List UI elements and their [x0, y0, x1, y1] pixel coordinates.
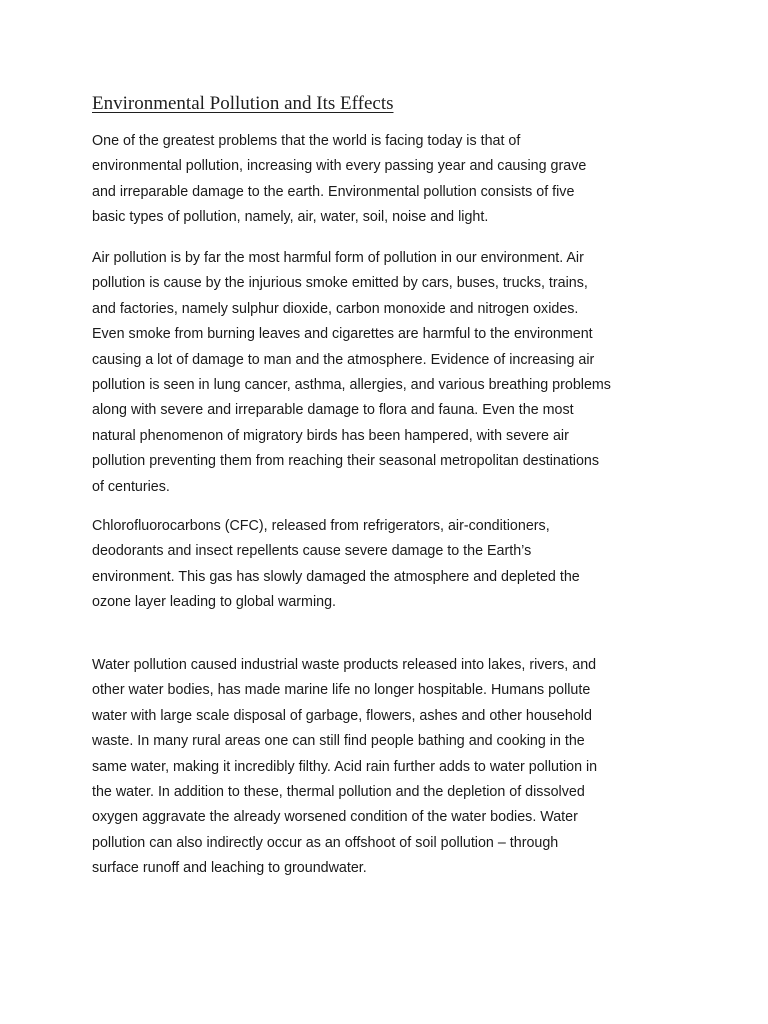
paragraph-introduction [92, 129, 586, 231]
paragraph-line: along with severe and irreparable damage to flora and fauna. Even the most [92, 402, 574, 419]
paragraph-line: ozone layer leading to global warming. [92, 594, 336, 611]
paragraph-line: oxygen aggravate the already worsened condition of the water bodies. Water [92, 809, 578, 826]
paragraph-line: Chlorofluorocarbons (CFC), released from refrigerators, air-conditioners, [92, 518, 550, 534]
paragraph-line: deodorants and insect repellents cause severe damage to the Earth’s [92, 543, 532, 560]
paragraph-line: Even smoke from burning leaves and cigarettes are harmful to the environment [92, 326, 593, 343]
paragraph-air-pollution [92, 246, 611, 500]
paragraph-line: water with large scale disposal of garbage, flowers, ashes and other household [92, 707, 592, 724]
paragraph-line: environmental pollution, increasing with every passing year and causing grave [92, 158, 587, 175]
paragraph-line: environment. This gas has slowly damaged the atmosphere and depleted the [92, 568, 580, 585]
paragraph-water-pollution [92, 653, 597, 882]
paragraph-line: and irreparable damage to the earth. Environmental pollution consists of five [92, 183, 575, 200]
paragraph-line: Water pollution caused industrial waste products released into lakes, rivers, and [92, 657, 597, 673]
paragraph-line: pollution is seen in lung cancer, asthma, allergies, and various breathing problems [92, 377, 611, 394]
paragraph-line: of centuries. [92, 478, 170, 495]
paragraph-line: surface runoff and leaching to groundwater. [92, 860, 367, 877]
paragraph-line: causing a lot of damage to man and the atmosphere. Evidence of increasing air [92, 351, 595, 368]
paragraph-line: One of the greatest problems that the world is facing today is that of [92, 133, 521, 149]
paragraph-line: natural phenomenon of migratory birds has been hampered, with severe air [92, 427, 569, 444]
paragraph-line: and factories, namely sulphur dioxide, carbon monoxide and nitrogen oxides. [92, 300, 579, 317]
paragraph-line: basic types of pollution, namely, air, water, soil, noise and light. [92, 209, 489, 226]
paragraph-line: same water, making it incredibly filthy. Acid rain further adds to water pollution in [92, 758, 598, 775]
paragraph-line: pollution can also indirectly occur as an offshoot of soil pollution – through [92, 834, 559, 851]
paragraph-cfc [92, 514, 580, 616]
paragraph-line: other water bodies, has made marine life no longer hospitable. Humans pollute [92, 682, 591, 699]
paragraph-line: waste. In many rural areas one can still find people bathing and cooking in the [92, 733, 585, 750]
paragraph-line: the water. In addition to these, thermal pollution and the depletion of dissolved [92, 784, 585, 801]
paragraph-line: pollution preventing them from reaching their seasonal metropolitan destinations [92, 453, 600, 470]
document-title: Environmental Pollution and Its Effects [92, 93, 394, 114]
paragraph-line: Air pollution is by far the most harmful form of pollution in our environment. Air [92, 250, 584, 266]
paragraph-line: pollution is cause by the injurious smoke emitted by cars, buses, trucks, trains, [92, 275, 588, 292]
